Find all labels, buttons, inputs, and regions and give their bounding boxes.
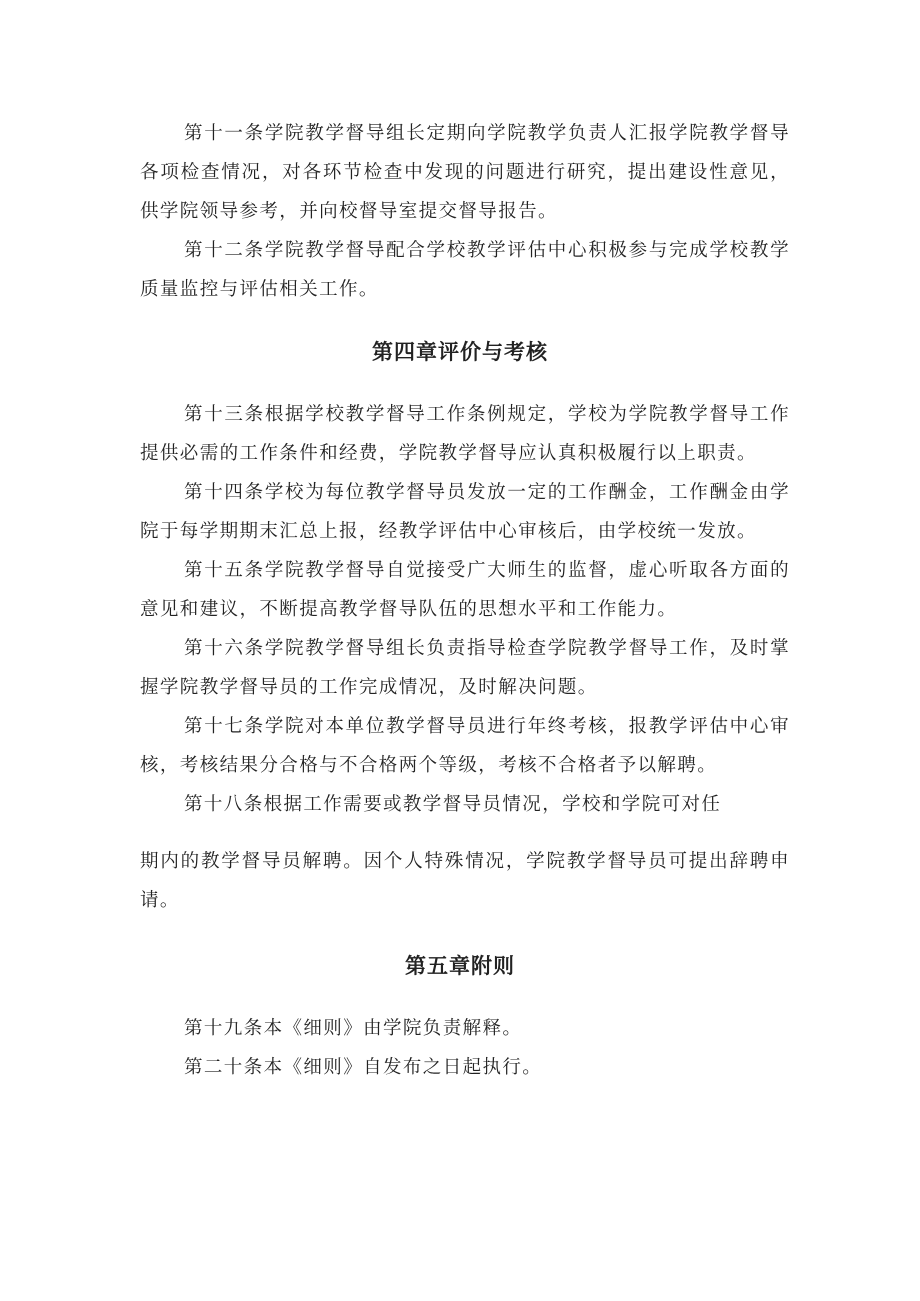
article-17: 第十七条学院对本单位教学督导员进行年终考核，报教学评估中心审核，考核结果分合格与不合格两个等级，考核不合格者予以解聘。 [140, 716, 790, 776]
article-13: 第十三条根据学校教学督导工作条例规定，学校为学院教学督导工作提供必需的工作条件和经费，学院教学督导应认真积极履行以上职责。 [140, 404, 790, 464]
article-14: 第十四条学校为每位教学督导员发放一定的工作酬金，工作酬金由学院于每学期期末汇总上报，经教学评估中心审核后，由学校统一发放。 [140, 482, 790, 542]
chapter-4-title: 第四章评价与考核 [372, 339, 548, 364]
article-12: 第十二条学院教学督导配合学校教学评估中心积极参与完成学校教学质量监控与评估相关工作。 [140, 240, 790, 300]
article-18-continuation: 期内的教学督导员解聘。因个人特殊情况，学院教学督导员可提出辞聘申请。 [140, 851, 790, 911]
chapter-5-title: 第五章附则 [405, 953, 515, 978]
article-11: 第十一条学院教学督导组长定期向学院教学负责人汇报学院教学督导各项检查情况，对各环节检查中发现的问题进行研究，提出建设性意见，供学院领导参考，并向校督导室提交督导报告。 [140, 123, 790, 222]
article-20: 第二十条本《细则》自发布之日起执行。 [184, 1057, 543, 1078]
article-19: 第十九条本《细则》由学院负责解释。 [184, 1018, 523, 1039]
article-18: 第十八条根据工作需要或教学督导员情况，学校和学院可对任 [184, 794, 722, 815]
article-16: 第十六条学院教学督导组长负责指导检查学院教学督导工作，及时掌握学院教学督导员的工作完成情况，及时解决问题。 [140, 638, 790, 698]
article-15: 第十五条学院教学督导自觉接受广大师生的监督，虚心听取各方面的意见和建议，不断提高教学督导队伍的思想水平和工作能力。 [140, 560, 790, 620]
